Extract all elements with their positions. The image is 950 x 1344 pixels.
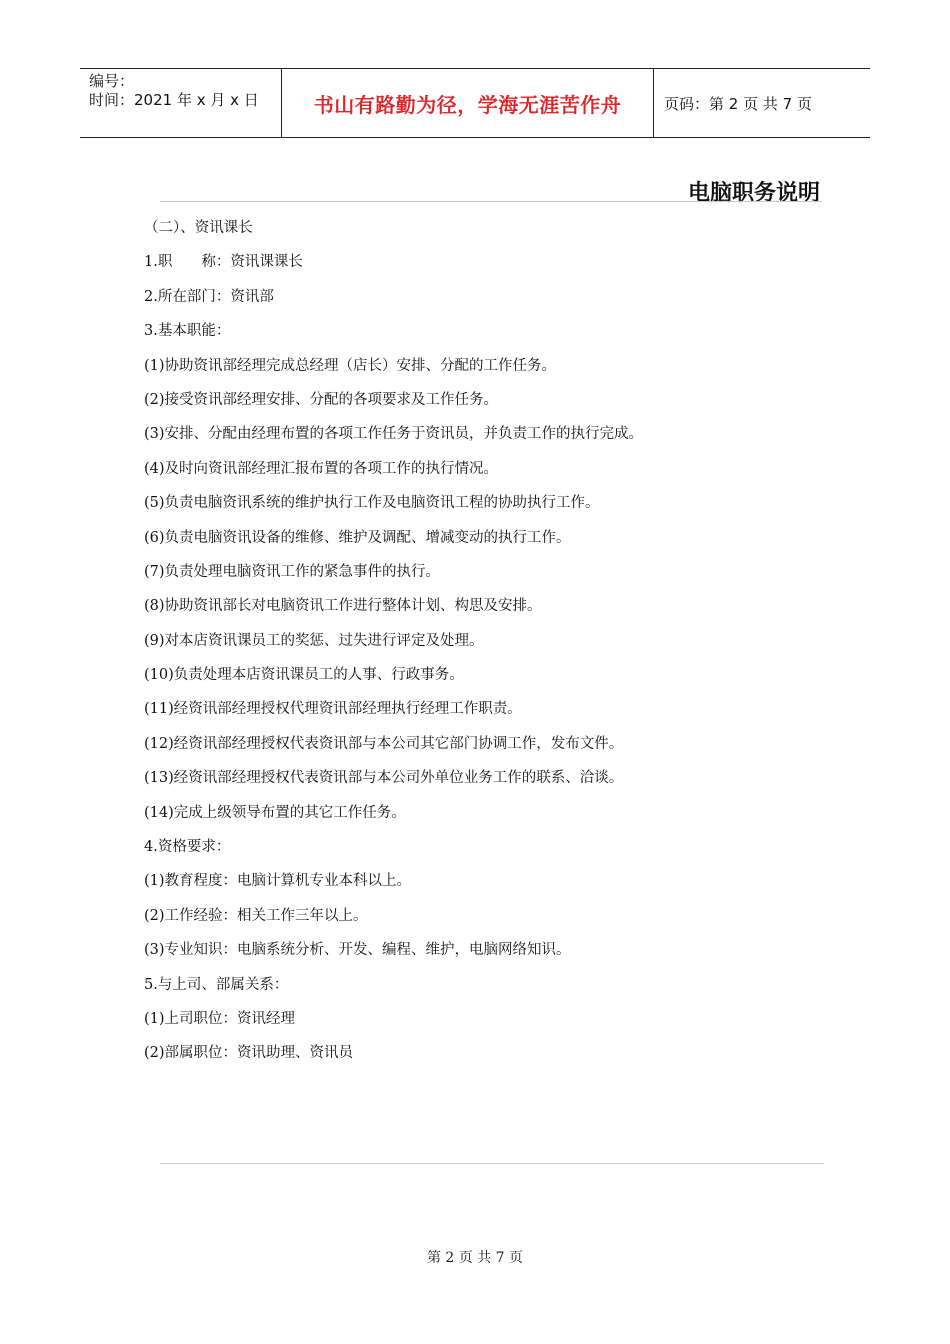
doc-date-label: 时间：2021 年 x 月 x 日 [89,91,259,109]
header-table [80,68,870,138]
body-line: (14)完成上级领导布置的其它工作任务。 [144,804,406,821]
body-line: （二）、资讯课长 [144,220,253,236]
body-line: (8)协助资讯部长对电脑资讯工作进行整体计划、构思及安排。 [144,598,542,615]
title-divider [160,201,822,202]
body-line: (13)经资讯部经理授权代表资讯部与本公司外单位业务工作的联系、洽谈。 [144,770,624,787]
body-line: (2)接受资讯部经理安排、分配的各项要求及工作任务。 [144,391,499,408]
body-line: (1)教育程度：电脑计算机专业本科以上。 [144,873,412,890]
page-footer: 第 2 页 共 7 页 [426,1250,524,1266]
body-line: 4.资格要求： [144,839,231,856]
body-line: (3)安排、分配由经理布置的各项工作任务于资讯员，并负责工作的执行完成。 [144,426,644,443]
doc-number-label: 编号： [89,72,135,90]
document-body [144,218,844,1078]
body-line: (10)负责处理本店资讯课员工的人事、行政事务。 [144,667,464,684]
body-line: 1.职 称：资讯课课长 [144,254,303,271]
body-line: 3.基本职能： [144,323,231,340]
body-line: (6)负责电脑资讯设备的维修、维护及调配、增减变动的执行工作。 [144,529,571,546]
body-line: (1)上司职位：资讯经理 [144,1010,296,1027]
body-line: (11)经资讯部经理授权代理资讯部经理执行经理工作职责。 [144,701,522,718]
body-line: (7)负责处理电脑资讯工作的紧急事件的执行。 [144,563,441,580]
document-title: 电脑职务说明 [687,181,820,206]
body-line: (1)协助资讯部经理完成总经理（店长）安排、分配的工作任务。 [144,357,557,374]
header-slogan: 书山有路勤为径，学海无涯苦作舟 [282,69,654,137]
body-line: (4)及时向资讯部经理汇报布置的各项工作的执行情况。 [144,460,499,477]
body-line: (2)工作经验：相关工作三年以上。 [144,907,368,924]
header-page-info: 页码：第 2 页 共 7 页 [664,94,812,113]
body-line: (3)专业知识：电脑系统分析、开发、编程、维护，电脑网络知识。 [144,942,571,959]
body-line: 5.与上司、部属关系： [144,976,289,993]
body-line: (5)负责电脑资讯系统的维护执行工作及电脑资讯工程的协助执行工作。 [144,495,600,512]
footer-divider [160,1163,824,1164]
body-line: (9)对本店资讯课员工的奖惩、过失进行评定及处理。 [144,632,484,649]
body-line: 2.所在部门：资讯部 [144,288,274,305]
body-line: (12)经资讯部经理授权代表资讯部与本公司其它部门协调工作，发布文件。 [144,735,624,752]
header-meta-cell [80,69,282,137]
body-line: (2)部属职位：资讯助理、资讯员 [144,1045,354,1062]
